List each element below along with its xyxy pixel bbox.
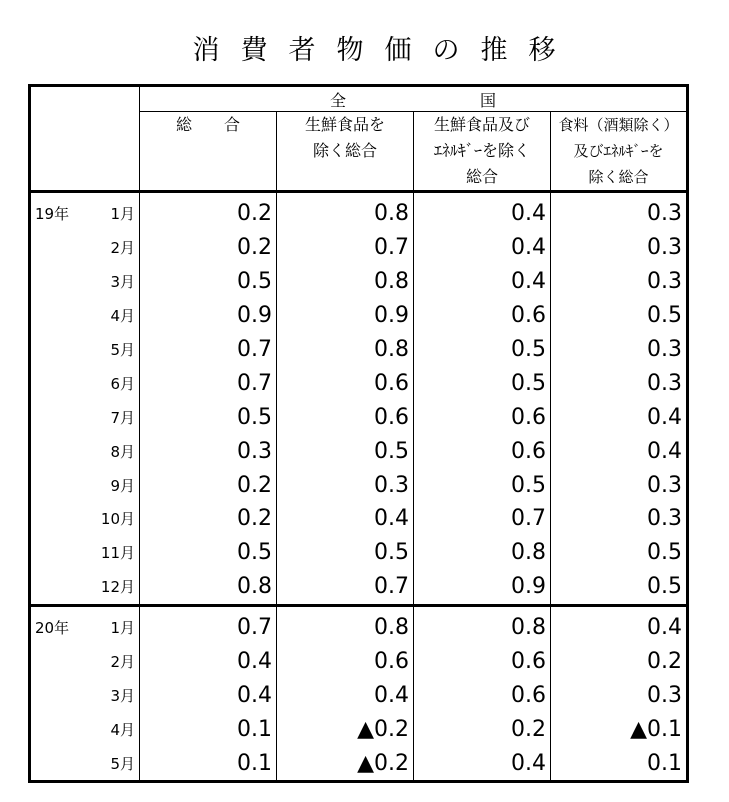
column-header-total [140, 112, 277, 192]
value-cell: 0.9 [140, 299, 277, 333]
table-row [30, 434, 688, 468]
value-cell: 0.2 [140, 502, 277, 536]
table-row [30, 712, 688, 746]
value-cell: 0.5 [551, 536, 688, 570]
table-row [30, 536, 688, 570]
value-cell: 0.9 [414, 570, 551, 605]
month-cell: 3月 [94, 265, 140, 299]
value-cell: 0.3 [277, 468, 414, 502]
month-cell: 1月 [94, 192, 140, 231]
value-cell: 0.5 [277, 536, 414, 570]
value-cell: 0.5 [277, 434, 414, 468]
column-header-label: 生鮮食品を 除く総合 [304, 115, 385, 160]
cpi-table [28, 84, 689, 783]
year-cell [30, 333, 94, 367]
year-cell [30, 712, 94, 746]
value-cell: 0.4 [277, 678, 414, 712]
header-region-row [30, 86, 688, 112]
value-cell: 0.5 [140, 400, 277, 434]
month-cell: 2月 [94, 231, 140, 265]
column-header-label: 生鮮食品及び ｴﾈﾙｷﾞｰを除く 総合 [433, 115, 530, 186]
value-cell: 0.7 [140, 366, 277, 400]
month-cell: 11月 [94, 536, 140, 570]
value-cell: 0.4 [140, 645, 277, 679]
table-row [30, 468, 688, 502]
year-cell [30, 502, 94, 536]
value-cell: 0.7 [140, 605, 277, 644]
year-cell [30, 678, 94, 712]
year-cell [30, 366, 94, 400]
table-row [30, 746, 688, 781]
value-cell: 0.3 [551, 468, 688, 502]
value-cell: 0.4 [414, 231, 551, 265]
value-cell: 0.7 [277, 231, 414, 265]
value-cell: 0.5 [414, 333, 551, 367]
value-cell: 0.5 [140, 265, 277, 299]
table-row [30, 192, 688, 231]
value-cell: 0.6 [277, 366, 414, 400]
table-row [30, 333, 688, 367]
month-cell: 5月 [94, 746, 140, 781]
value-cell: 0.1 [140, 712, 277, 746]
value-cell: ▲0.2 [277, 712, 414, 746]
value-cell: 0.6 [414, 678, 551, 712]
year-cell [30, 434, 94, 468]
value-cell: 0.4 [551, 434, 688, 468]
page-title: 消費者物価の推移 [192, 35, 577, 66]
month-cell: 8月 [94, 434, 140, 468]
month-cell: 2月 [94, 645, 140, 679]
month-cell: 7月 [94, 400, 140, 434]
year-cell [30, 645, 94, 679]
value-cell: 0.8 [277, 265, 414, 299]
value-cell: 0.5 [551, 299, 688, 333]
region-char-2: 国 [479, 90, 496, 110]
value-cell: 0.8 [277, 192, 414, 231]
value-cell: 0.5 [414, 468, 551, 502]
column-header-us-style-core [551, 112, 688, 192]
value-cell: 0.2 [140, 192, 277, 231]
value-cell: 0.3 [551, 192, 688, 231]
value-cell: 0.4 [551, 605, 688, 644]
year-cell [30, 265, 94, 299]
column-header-label: 総 合 [175, 115, 240, 134]
value-cell: 0.5 [551, 570, 688, 605]
year-cell [30, 231, 94, 265]
value-cell: 0.6 [414, 400, 551, 434]
year-cell [30, 468, 94, 502]
value-cell: 0.3 [551, 502, 688, 536]
value-cell: 0.8 [414, 536, 551, 570]
value-cell: 0.4 [414, 746, 551, 781]
table-row [30, 605, 688, 644]
value-cell: 0.1 [551, 746, 688, 781]
value-cell: 0.7 [277, 570, 414, 605]
value-cell: 0.2 [140, 231, 277, 265]
value-cell: 0.6 [277, 400, 414, 434]
value-cell: 0.4 [414, 265, 551, 299]
value-cell: 0.4 [414, 192, 551, 231]
value-cell: 0.7 [140, 333, 277, 367]
value-cell: 0.9 [277, 299, 414, 333]
year-cell [30, 400, 94, 434]
month-cell: 9月 [94, 468, 140, 502]
value-cell: 0.5 [140, 536, 277, 570]
month-cell: 5月 [94, 333, 140, 367]
table-row [30, 400, 688, 434]
table-row [30, 678, 688, 712]
year-cell [30, 746, 94, 781]
value-cell: 0.3 [551, 231, 688, 265]
month-cell: 6月 [94, 366, 140, 400]
month-cell: 12月 [94, 570, 140, 605]
table-row [30, 502, 688, 536]
table-row [30, 265, 688, 299]
value-cell: 0.1 [140, 746, 277, 781]
value-cell: ▲0.2 [277, 746, 414, 781]
month-cell: 10月 [94, 502, 140, 536]
column-header-core-core [414, 112, 551, 192]
column-header-core [277, 112, 414, 192]
value-cell: 0.5 [414, 366, 551, 400]
value-cell: 0.3 [551, 366, 688, 400]
value-cell: ▲0.1 [551, 712, 688, 746]
value-cell: 0.8 [277, 605, 414, 644]
value-cell: 0.3 [551, 265, 688, 299]
year-cell: 20年 [35, 619, 70, 638]
value-cell: 0.6 [414, 434, 551, 468]
value-cell: 0.3 [551, 333, 688, 367]
value-cell: 0.2 [140, 468, 277, 502]
value-cell: 0.2 [414, 712, 551, 746]
value-cell: 0.7 [414, 502, 551, 536]
value-cell: 0.8 [140, 570, 277, 605]
column-header-label: 食料（酒類除く） 及びｴﾈﾙｷﾞｰを 除く総合 [558, 116, 679, 186]
table-row [30, 366, 688, 400]
month-cell: 3月 [94, 678, 140, 712]
year-cell [30, 536, 94, 570]
value-cell: 0.4 [551, 400, 688, 434]
year-cell [30, 570, 94, 605]
year-cell: 19年 [35, 205, 70, 224]
table-row [30, 231, 688, 265]
region-char-1: 全 [329, 90, 346, 110]
value-cell: 0.2 [551, 645, 688, 679]
month-cell: 4月 [94, 712, 140, 746]
value-cell: 0.6 [414, 299, 551, 333]
value-cell: 0.8 [414, 605, 551, 644]
table-row [30, 299, 688, 333]
value-cell: 0.6 [277, 645, 414, 679]
year-cell [30, 299, 94, 333]
value-cell: 0.3 [140, 434, 277, 468]
value-cell: 0.4 [277, 502, 414, 536]
value-cell: 0.8 [277, 333, 414, 367]
value-cell: 0.4 [140, 678, 277, 712]
value-cell: 0.3 [551, 678, 688, 712]
header-corner [30, 86, 140, 192]
table-row [30, 645, 688, 679]
table-row [30, 570, 688, 605]
month-cell: 1月 [94, 605, 140, 644]
region-header [140, 86, 688, 112]
month-cell: 4月 [94, 299, 140, 333]
value-cell: 0.6 [414, 645, 551, 679]
